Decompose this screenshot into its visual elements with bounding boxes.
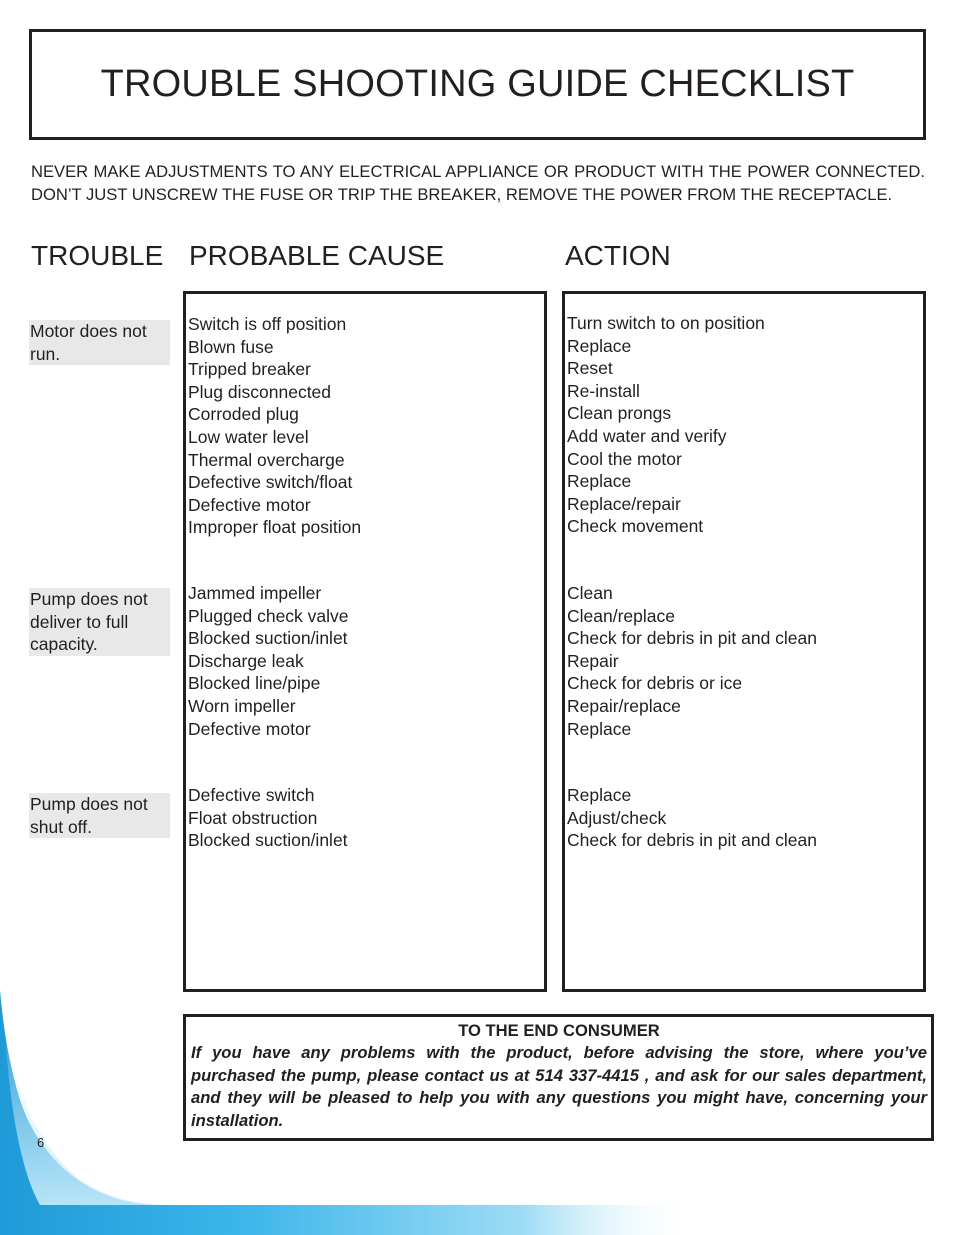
cause-item: Float obstruction: [188, 807, 318, 828]
trouble-label-line: shut off.: [30, 816, 92, 837]
page-number: 6: [37, 1135, 45, 1150]
trouble-label-line: run.: [30, 343, 61, 364]
action-item: Replace: [567, 471, 632, 492]
cause-item: Tripped breaker: [188, 359, 311, 380]
action-item: Check movement: [567, 516, 704, 537]
safety-warning: NEVER MAKE ADJUSTMENTS TO ANY ELECTRICAL APPLIANCE OR PRODUCT WITH THE POWER CONNECTED. DON’T JUST UNSCREW THE FUSE OR TRIP THE BREAKER, REMOVE THE POWER FROM THE RECEPTACLE.: [31, 162, 925, 204]
action-item: Replace: [567, 785, 632, 805]
cause-item: Blocked suction/inlet: [188, 628, 348, 649]
cause-item: Low water level: [188, 426, 309, 447]
action-item: Re-install: [567, 380, 640, 401]
cause-item: Plugged check valve: [188, 605, 349, 626]
trouble-header: TROUBLE: [31, 240, 164, 271]
cause-list-motor: [188, 313, 361, 539]
cause-item: Worn impeller: [188, 695, 296, 716]
cause-item: Defective motor: [188, 494, 311, 515]
action-list-shutoff: [567, 784, 817, 852]
cause-item: Discharge leak: [188, 650, 304, 671]
cause-item: Blocked suction/inlet: [188, 830, 348, 851]
action-item: Replace: [567, 335, 632, 356]
cause-item: Blown fuse: [188, 336, 274, 357]
consumer-message: If you have any problems with the product, before advising the store, where you’ve purchased the pump, please contact us at 514 337-4415 , and ask for our sales department, and they will be pleased to help you with any questions you might have, concerning your installation.: [191, 1043, 927, 1130]
action-item: Adjust/check: [567, 807, 667, 828]
trouble-label-line: Motor does not: [30, 321, 147, 341]
action-item: Check for debris in pit and clean: [567, 830, 817, 851]
trouble-label-line: Pump does not: [30, 794, 148, 814]
action-item: Clean/replace: [567, 605, 675, 626]
trouble-label-line: capacity.: [30, 634, 98, 655]
trouble-label-line: Pump does not: [30, 589, 148, 609]
trouble-label-line: deliver to full: [30, 611, 129, 632]
cause-item: Defective switch: [188, 785, 315, 805]
action-item: Repair: [567, 650, 619, 671]
cause-list-shutoff: [188, 784, 348, 852]
cause-item: Plug disconnected: [188, 381, 332, 402]
cause-item: Improper float position: [188, 517, 362, 538]
action-item: Replace/repair: [567, 493, 681, 514]
trouble-label-not-full-capacity: [29, 588, 170, 656]
action-item: Check for debris or ice: [567, 673, 743, 694]
action-item: Clean: [567, 583, 613, 603]
action-list-motor: [567, 312, 765, 538]
action-item: Replace: [567, 718, 632, 739]
cause-item: Jammed impeller: [188, 583, 322, 603]
action-item: Turn switch to on position: [567, 313, 765, 333]
cause-item: Corroded plug: [188, 404, 299, 425]
cause-item: Thermal overcharge: [188, 449, 345, 470]
trouble-label-not-shut-off: [29, 793, 170, 838]
action-list-capacity: [567, 582, 817, 740]
action-item: Cool the motor: [567, 448, 682, 469]
probable-cause-header: PROBABLE CAUSE: [189, 240, 445, 271]
trouble-label-motor-not-run: [29, 320, 170, 365]
action-item: Check for debris in pit and clean: [567, 628, 817, 649]
action-item: Add water and verify: [567, 425, 727, 446]
title-box: [29, 29, 926, 140]
cause-item: Blocked line/pipe: [188, 673, 321, 694]
action-header: ACTION: [565, 240, 671, 271]
blue-swoosh-decoration: [0, 990, 700, 1235]
cause-list-capacity: [188, 582, 349, 740]
cause-item: Defective motor: [188, 718, 311, 739]
page-title: TROUBLE SHOOTING GUIDE CHECKLIST: [100, 63, 855, 105]
action-item: Reset: [567, 358, 613, 379]
action-item: Clean prongs: [567, 403, 672, 424]
consumer-heading: TO THE END CONSUMER: [458, 1021, 660, 1040]
cause-item: Defective switch/float: [188, 472, 353, 493]
action-item: Repair/replace: [567, 695, 681, 716]
cause-item: Switch is off position: [188, 314, 347, 334]
